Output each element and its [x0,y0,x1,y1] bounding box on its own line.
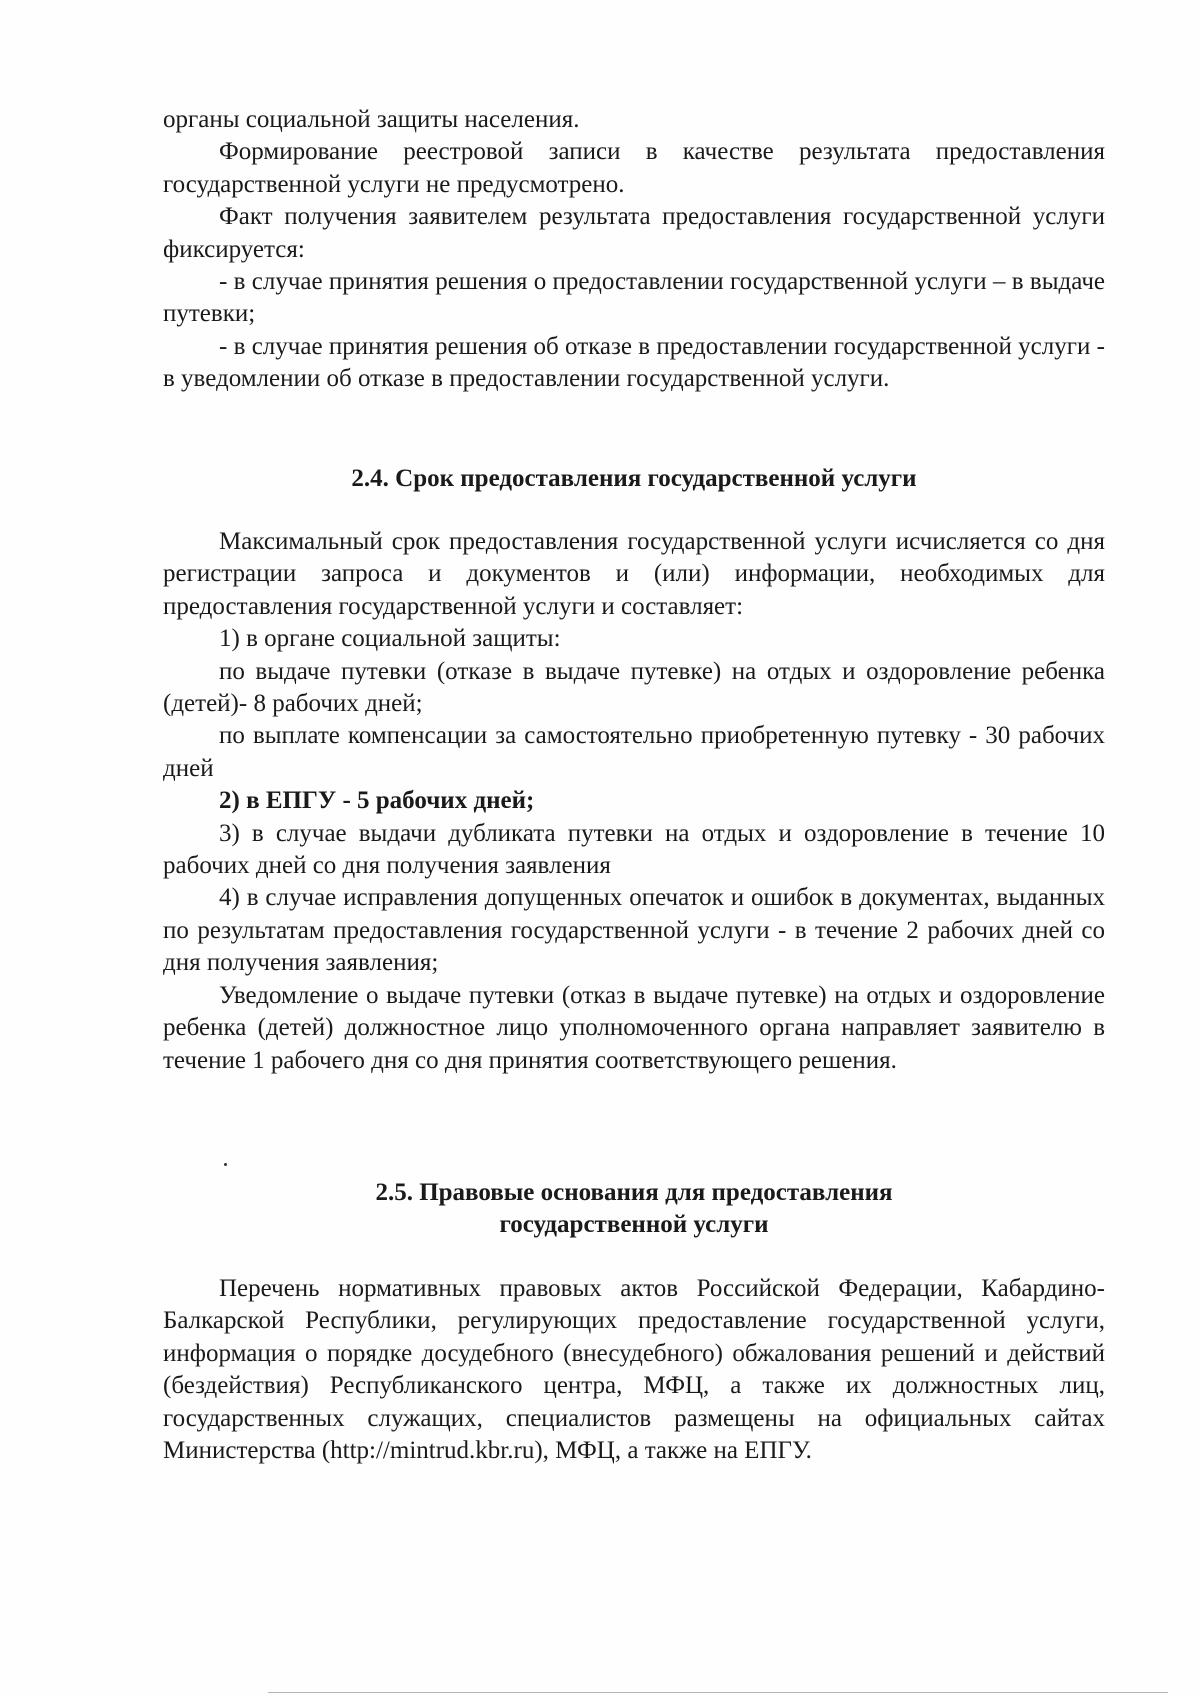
section-title-line2: государственной услуги [499,1211,769,1239]
paragraph: органы социальной защиты населения. [163,106,580,133]
paragraph: 3) в случае выдачи дубликата путевки на отдых и оздоровление в течение 10 рабочих дней со дня получения заявления [163,819,1105,880]
section-heading-2-4 [163,463,1105,495]
section-2-4-body [163,526,1105,1077]
scan-artifact-dot [224,1163,227,1166]
intro-text-block [163,104,1105,396]
page-edge-line [268,1692,1168,1693]
paragraph: Уведомление о выдаче путевки (отказ в выдаче путевке) на отдых и оздоровление ребенка (детей) должностное лицо уполномоченного органа направляет заявителю в течение 1 рабочего дня со дня принятия соответствующего решения. [163,981,1105,1074]
section-2-5-body [163,1273,1105,1467]
paragraph-bold: 2) в ЕПГУ - 5 рабочих дней; [219,787,535,815]
paragraph: 1) в органе социальной защиты: [219,625,561,653]
paragraph: - в случае принятия решения об отказе в предоставлении государственной услуги - в уведомлении об отказе в предоставлении государственной услуги. [163,332,1105,393]
paragraph: - в случае принятия решения о предоставлении государственной услуги – в выдаче путевки; [163,268,1105,328]
paragraph: 4) в случае исправления допущенных опечаток и ошибок в документах, выданных по результатам предоставления государственной услуги - в течение 2 рабочих дней со дня получения заявления; [163,884,1105,977]
paragraph: Максимальный срок предоставления государственной услуги исчисляется со дня регистрации запроса и документов и (или) информации, необходимых для предоставления государственной услуги и составляет: [163,528,1105,620]
paragraph: по выдаче путевки (отказе в выдаче путевке) на отдых и оздоровление ребенка (детей)- 8 рабочих дней; [163,657,1105,718]
section-heading-2-5 [163,1177,1105,1242]
section-title-line1: 2.5. Правовые основания для предоставления [375,1179,893,1206]
paragraph: по выплате компенсации за самостоятельно приобретенную путевку - 30 рабочих дней [163,722,1105,782]
section-title: 2.4. Срок предоставления государственной услуги [351,465,917,492]
paragraph: Формирование реестровой записи в качестве результата предоставления государственной услуги не предусмотрено. [163,138,1105,198]
paragraph: Факт получения заявителем результата предоставления государственной услуги фиксируется: [163,203,1105,263]
paragraph: Перечень нормативных правовых актов Российской Федерации, Кабардино-Балкарской Республики, регулирующих предоставление государственной услуги, информация о порядке досудебного (внесудебного) обжалования решений и действий (бездействия) Республиканского центра, МФЦ, а также их должностных лиц, государственных служащих, специалистов размещены на официальных сайтах Министерства (http://mintrud.kbr.ru), МФЦ, а также на ЕПГУ. [163,1275,1105,1465]
